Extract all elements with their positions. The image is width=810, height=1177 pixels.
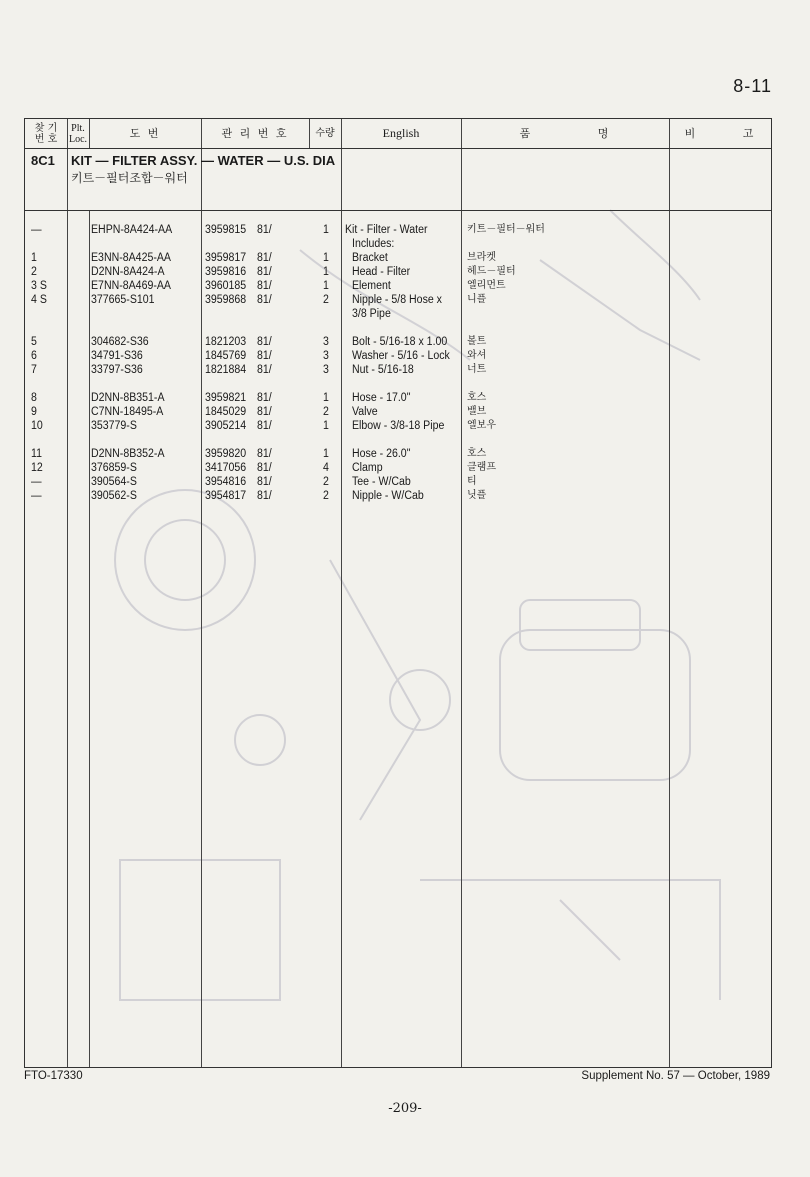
english-name-cell: Includes:	[352, 238, 395, 250]
korean-name-cell: 브라켓	[467, 252, 496, 263]
ref-no-cell: —	[31, 476, 42, 488]
header-mgmt-no: 관 리 번 호	[221, 127, 289, 140]
korean-name-cell: 티	[467, 476, 477, 487]
english-name-cell: 3/8 Pipe	[352, 308, 391, 320]
code-cell: 81/	[257, 364, 272, 376]
quantity-cell: 3	[323, 350, 329, 362]
ref-no-cell: 7	[31, 364, 37, 376]
korean-name-cell: 키트－필터－워터	[467, 224, 545, 235]
code-cell: 81/	[257, 476, 272, 488]
document-code: FTO-17330	[24, 1070, 83, 1082]
quantity-cell: 1	[323, 252, 329, 264]
header-korean: 품 명	[519, 127, 611, 140]
code-cell: 81/	[257, 336, 272, 348]
ref-no-cell: 10	[31, 420, 43, 432]
ref-no-cell: 1	[31, 252, 37, 264]
korean-name-cell: 엘리먼트	[467, 280, 506, 291]
part-number-cell: D2NN-8B352-A	[91, 448, 165, 460]
part-number-cell: 390562-S	[91, 490, 137, 502]
ref-no-cell: 3 S	[31, 280, 47, 292]
management-number-cell: 3954817	[205, 490, 247, 502]
header-qty: 수량	[315, 128, 335, 139]
col-divider	[341, 119, 342, 1067]
english-name-cell: Nut - 5/16-18	[352, 364, 414, 376]
management-number-cell: 3954816	[205, 476, 247, 488]
ref-no-cell: —	[31, 224, 42, 236]
header-remarks: 비 고	[684, 127, 756, 140]
management-number-cell: 1821203	[205, 336, 247, 348]
part-number-cell: C7NN-18495-A	[91, 406, 164, 418]
quantity-cell: 1	[323, 448, 329, 460]
korean-name-cell: 니플	[467, 294, 487, 305]
section-code: 8C1	[31, 153, 55, 168]
ref-no-cell: 4 S	[31, 294, 47, 306]
english-name-cell: Clamp	[352, 462, 383, 474]
part-number-cell: E7NN-8A469-AA	[91, 280, 171, 292]
code-cell: 81/	[257, 490, 272, 502]
quantity-cell: 4	[323, 462, 329, 474]
management-number-cell: 3959817	[205, 252, 247, 264]
col-divider	[461, 119, 462, 1067]
code-cell: 81/	[257, 280, 272, 292]
part-number-cell: EHPN-8A424-AA	[91, 224, 173, 236]
management-number-cell: 3959816	[205, 266, 247, 278]
quantity-cell: 2	[323, 406, 329, 418]
korean-name-cell: 엘보우	[467, 420, 496, 431]
korean-name-cell: 밸브	[467, 406, 487, 417]
code-cell: 81/	[257, 448, 272, 460]
management-number-cell: 3905214	[205, 420, 247, 432]
code-cell: 81/	[257, 266, 272, 278]
korean-name-cell: 호스	[467, 392, 487, 403]
english-name-cell: Hose - 26.0"	[352, 448, 411, 460]
korean-name-cell: 호스	[467, 448, 487, 459]
col-divider	[89, 210, 90, 1067]
code-cell: 81/	[257, 294, 272, 306]
management-number-cell: 3959820	[205, 448, 247, 460]
col-divider	[669, 119, 670, 1067]
korean-name-cell: 볼트	[467, 336, 487, 347]
english-name-cell: Washer - 5/16 - Lock	[352, 350, 450, 362]
management-number-cell: 1845769	[205, 350, 247, 362]
quantity-cell: 2	[323, 476, 329, 488]
management-number-cell: 3960185	[205, 280, 247, 292]
ref-no-cell: 11	[31, 448, 42, 460]
part-number-cell: D2NN-8A424-A	[91, 266, 165, 278]
korean-name-cell: 헤드－필터	[467, 266, 516, 277]
part-number-cell: 353779-S	[91, 420, 137, 432]
english-name-cell: Kit - Filter - Water	[345, 224, 428, 236]
ref-no-cell: 6	[31, 350, 37, 362]
code-cell: 81/	[257, 252, 272, 264]
korean-name-cell: 와셔	[467, 350, 487, 361]
quantity-cell: 1	[323, 420, 329, 432]
part-number-cell: D2NN-8B351-A	[91, 392, 165, 404]
page-number-top: 8-11	[733, 76, 772, 96]
code-cell: 81/	[257, 462, 272, 474]
header-rule	[25, 148, 771, 149]
header-ref-no: 찾 기 번 호	[34, 122, 58, 145]
korean-name-cell: 닛플	[467, 490, 487, 501]
english-name-cell: Bolt - 5/16-18 x 1.00	[352, 336, 448, 348]
code-cell: 81/	[257, 224, 272, 236]
quantity-cell: 1	[323, 392, 329, 404]
header-part-no: 도 번	[129, 127, 161, 140]
english-name-cell: Elbow - 3/8-18 Pipe	[352, 420, 445, 432]
supplement-note: Supplement No. 57 — October, 1989	[581, 1070, 770, 1082]
ref-no-cell: 12	[31, 462, 43, 474]
english-name-cell: Element	[352, 280, 391, 292]
code-cell: 81/	[257, 350, 272, 362]
english-name-cell: Valve	[352, 406, 378, 418]
ref-no-cell: 8	[31, 392, 37, 404]
section-title: KIT — FILTER ASSY. — WATER — U.S. DIA	[71, 153, 336, 168]
part-number-cell: 390564-S	[91, 476, 137, 488]
part-number-cell: 377665-S101	[91, 294, 155, 306]
management-number-cell: 3959821	[205, 392, 247, 404]
korean-name-cell: 너트	[467, 364, 487, 375]
quantity-cell: 1	[323, 280, 329, 292]
part-number-cell: 34791-S36	[91, 350, 143, 362]
quantity-cell: 1	[323, 224, 329, 236]
part-number-cell: 33797-S36	[91, 364, 143, 376]
part-number-cell: 304682-S36	[91, 336, 149, 348]
management-number-cell: 3959868	[205, 294, 247, 306]
ref-no-cell: 2	[31, 266, 37, 278]
english-name-cell: Bracket	[352, 252, 388, 264]
ref-no-cell: 9	[31, 406, 37, 418]
quantity-cell: 1	[323, 266, 329, 278]
code-cell: 81/	[257, 406, 272, 418]
quantity-cell: 3	[323, 336, 329, 348]
code-cell: 81/	[257, 420, 272, 432]
part-number-cell: E3NN-8A425-AA	[91, 252, 171, 264]
parts-table	[24, 118, 772, 1068]
quantity-cell: 2	[323, 294, 329, 306]
part-number-cell: 376859-S	[91, 462, 137, 474]
english-name-cell: Tee - W/Cab	[352, 476, 411, 488]
ref-no-cell: 5	[31, 336, 37, 348]
page-number-bottom: -209-	[388, 1101, 422, 1116]
korean-name-cell: 클램프	[467, 462, 496, 473]
quantity-cell: 3	[323, 364, 329, 376]
header-english: English	[382, 126, 420, 140]
col-divider	[201, 119, 202, 1067]
management-number-cell: 3417056	[205, 462, 247, 474]
quantity-cell: 2	[323, 490, 329, 502]
english-name-cell: Head - Filter	[352, 266, 411, 278]
english-name-cell: Nipple - 5/8 Hose x	[352, 294, 442, 306]
management-number-cell: 3959815	[205, 224, 247, 236]
section-rule	[25, 210, 771, 211]
section-subtitle: 키트－필터조합－워터	[71, 171, 188, 185]
code-cell: 81/	[257, 392, 272, 404]
management-number-cell: 1845029	[205, 406, 247, 418]
english-name-cell: Hose - 17.0"	[352, 392, 411, 404]
col-divider	[67, 119, 68, 1067]
ref-no-cell: —	[31, 490, 42, 502]
english-name-cell: Nipple - W/Cab	[352, 490, 424, 502]
header-plt-loc: Plt. Loc.	[68, 122, 88, 145]
management-number-cell: 1821884	[205, 364, 247, 376]
